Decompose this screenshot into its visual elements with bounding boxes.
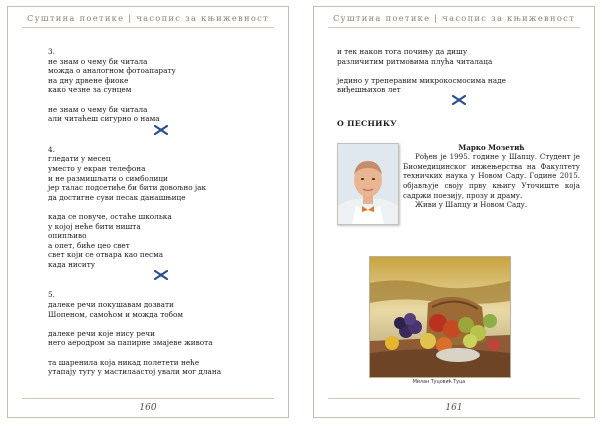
running-header: Суштина поетике | часопис за књижевност <box>333 13 575 23</box>
poem-line: али читаћеш сигурно о нама <box>48 114 160 124</box>
author-photo <box>338 144 398 224</box>
poem-line: различитим ритмовима плућа читалаца <box>337 56 493 66</box>
painting-image <box>370 257 510 377</box>
poem-line: утапају тугу у мастилаастој ували мог длана <box>48 367 222 377</box>
section-title: О ПЕСНИКУ <box>337 118 397 128</box>
poem-line: далеке речи које нису речи <box>48 328 155 338</box>
ornament-separator <box>337 95 580 109</box>
poem-line: можда о аналогном фотоапарату <box>48 66 176 76</box>
page-number: 161 <box>445 403 463 413</box>
poem-line: једино у треперавим микрокосмосима наде <box>337 75 506 85</box>
poem-line: уместо у екран телефона <box>48 163 146 173</box>
author-name: Марко Мозетић <box>458 142 525 152</box>
poem-line: јер талас подсетиће би бити довољно јак <box>48 183 207 193</box>
author-portrait <box>337 143 399 225</box>
footer-rule <box>22 398 274 399</box>
poem-line: гледати у месец <box>48 154 111 164</box>
bio-text <box>403 143 580 210</box>
poem-line: и тек након тога почињу да дишу <box>337 47 468 56</box>
page-number: 160 <box>139 403 157 413</box>
poem-line: када ниситу <box>48 259 96 269</box>
painting-caption: Милан Туцовић Туца <box>412 380 466 385</box>
poem-line: и не размишљати о симболици <box>48 173 168 183</box>
crossed-ornament-icon <box>154 125 168 135</box>
poem-line: на дну дрвене фиоке <box>48 75 129 85</box>
poem-number: 3. <box>48 47 55 56</box>
right-column <box>337 47 580 210</box>
ornament-separator <box>48 125 274 139</box>
poem-line: да достигне суви песак данашњице <box>48 192 186 202</box>
ornament-separator <box>48 270 274 284</box>
poem-line: свет који се отвара као песма <box>48 250 164 260</box>
running-header: Суштина поетике | часопис за књижевност <box>27 13 269 23</box>
bio-paragraph: Живи у Шапцу и Новом Саду. <box>415 200 528 210</box>
poem-line: не знам о чему би читала <box>48 56 148 66</box>
poem-line: виђешњихов лет <box>337 85 401 95</box>
poem-line: не знам о чему би читала <box>48 104 148 114</box>
poem-line: а опет, биће цео свет <box>48 240 130 250</box>
poem-line: него аеродром за папирне змајеве живота <box>48 338 213 348</box>
poem-line: када се повуче, остаће школька <box>48 211 172 221</box>
poem-line: како чезне за сунцем <box>48 85 132 95</box>
poem-line: та шаренила која никад полетети неће <box>48 357 200 367</box>
poem-number: 4. <box>48 144 55 154</box>
left-page <box>7 6 289 418</box>
poem-line: далеке речи покушавам дозвати <box>48 300 174 310</box>
poem-number: 5. <box>48 290 55 300</box>
poem-line: опипљиво <box>48 231 87 241</box>
footer-rule <box>328 398 580 399</box>
author-bio <box>337 143 580 210</box>
crossed-ornament-icon <box>154 270 168 280</box>
crossed-ornament-icon <box>452 95 466 105</box>
bio-paragraph: Рођен је 1995. године у Шапцу. Студент је Биомедицинског инжењерства на Факултету техничких наука у Новом Саду. Године 2015. објављује своју прву књигу Уточиште која садржи поезију, прозу и драму. <box>403 152 580 200</box>
poem-line: Шопеном, самоћом и можда тобом <box>48 309 184 319</box>
right-page <box>313 6 595 418</box>
still-life-painting <box>369 256 511 378</box>
poem-line: у којој неће бити ништа <box>48 221 141 231</box>
poems-column <box>48 47 274 377</box>
header-rule <box>22 27 274 28</box>
header-rule <box>328 27 580 28</box>
